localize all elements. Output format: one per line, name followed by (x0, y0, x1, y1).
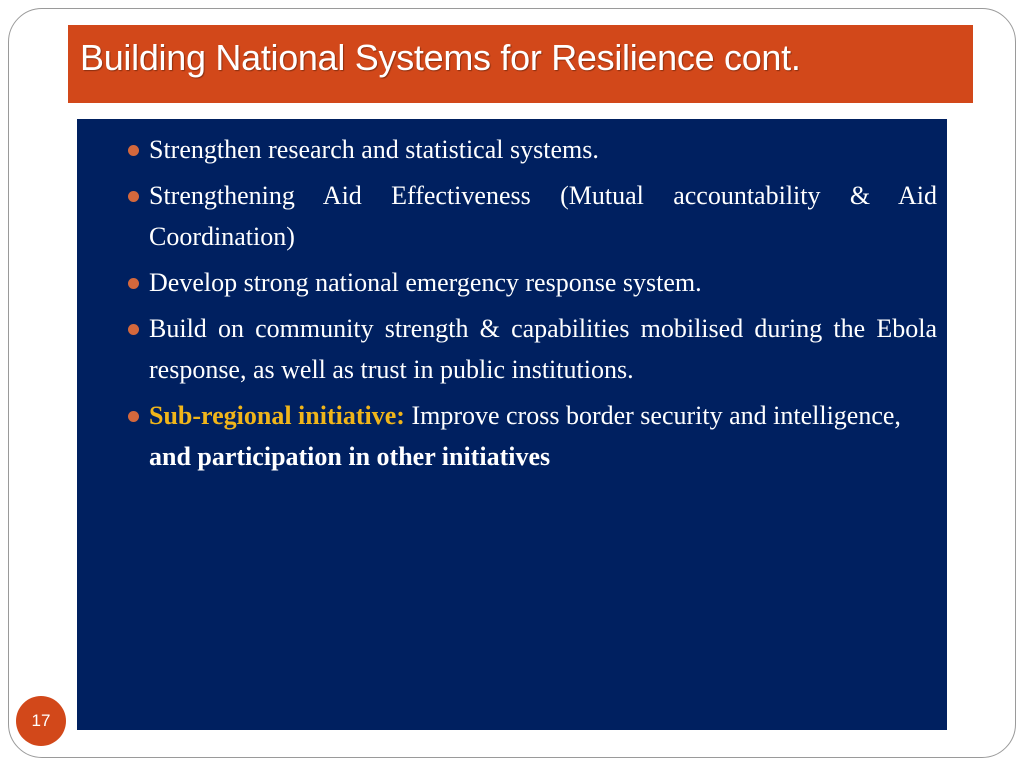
slide-number: 17 (31, 711, 51, 730)
slide-number-badge (16, 696, 66, 746)
slide-title: Building National Systems for Resilience cont. (80, 37, 801, 78)
bullet-text: Develop strong national emergency response system. (149, 268, 702, 297)
bullet-dot-icon (128, 324, 139, 335)
bullet-bold-tail: and participation in other initiatives (149, 442, 551, 471)
title-bar (68, 25, 973, 103)
bullet-item (129, 175, 937, 257)
bullet-text: Strengthening Aid Effectiveness (Mutual accountability & Aid Coordination) (149, 181, 937, 251)
bullet-item (129, 308, 937, 390)
bullet-text: Strengthen research and statistical systems. (149, 135, 599, 164)
bullet-text: Improve cross border security and intelligence, (404, 401, 901, 430)
bullet-item (129, 129, 937, 170)
bullet-dot-icon (128, 278, 139, 289)
bullet-item (129, 395, 937, 477)
bullet-list (129, 129, 937, 477)
bullet-dot-icon (128, 411, 139, 422)
bullet-item (129, 262, 937, 303)
bullet-dot-icon (128, 191, 139, 202)
bullet-dot-icon (128, 145, 139, 156)
bullet-text: Build on community strength & capabilities mobilised during the Ebola response, as well as trust in public institutions. (149, 314, 937, 384)
bullet-highlight: Sub-regional initiative: (149, 401, 405, 430)
content-box (77, 119, 947, 730)
